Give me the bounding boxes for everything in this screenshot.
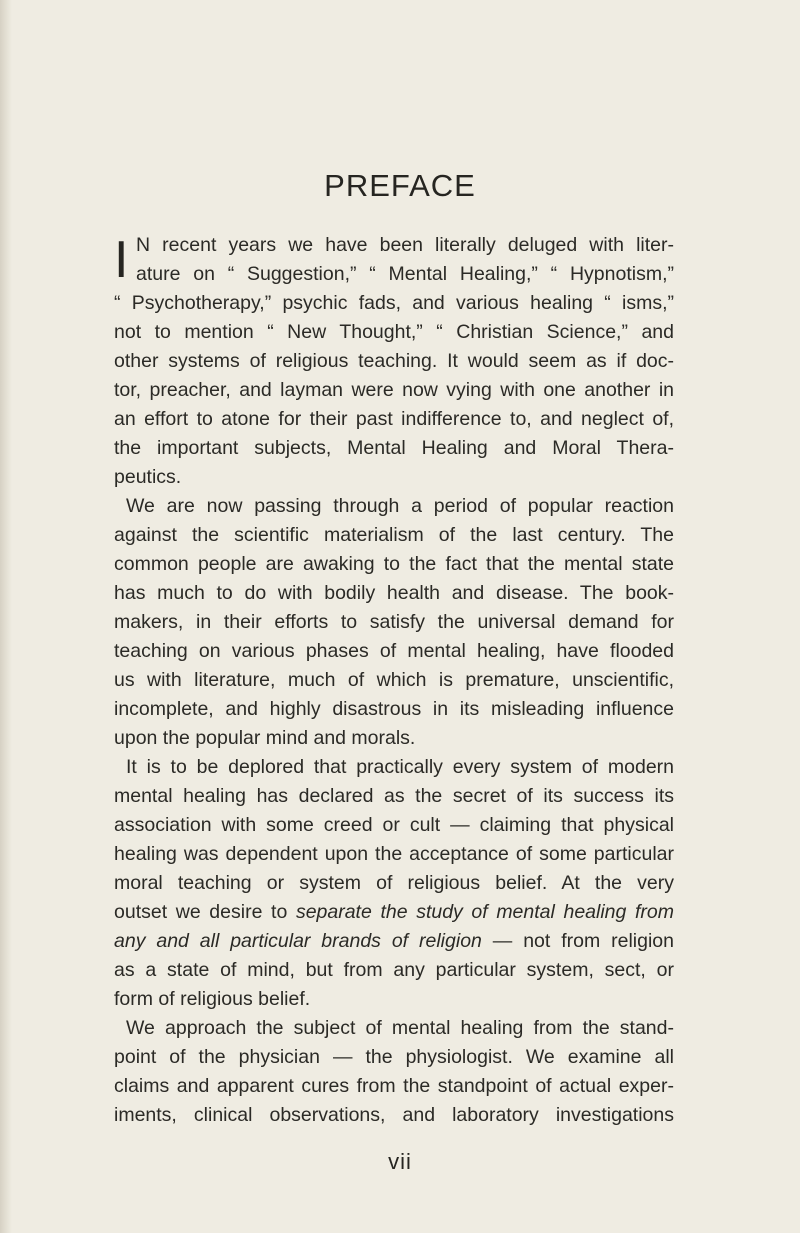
text-line: makers, in their efforts to satisfy the universal demand for xyxy=(114,611,674,633)
paragraph-3 xyxy=(114,753,674,1014)
text-line: “ Psychotherapy,” psychic fads, and various healing “ isms,” xyxy=(114,292,674,314)
text-line: point of the physician — the physiologist. We examine all xyxy=(114,1046,674,1068)
text-line: We are now passing through a period of popular reaction xyxy=(126,495,674,517)
text-line: form of religious belief. xyxy=(114,988,311,1010)
text-line: We approach the subject of mental healing from the stand- xyxy=(126,1017,674,1039)
text-line: iments, clinical observations, and laboratory investigations xyxy=(114,1104,674,1126)
emphasis-run: separate the study of mental healing from xyxy=(295,901,674,923)
text-run: outset we desire to xyxy=(114,901,296,923)
page-number: vii xyxy=(388,1149,412,1174)
paragraph-4 xyxy=(114,1014,674,1130)
text-line: us with literature, much of which is premature, unscientific, xyxy=(114,669,674,691)
text-line: It is to be deplored that practically every system of modern xyxy=(126,756,674,778)
page-title: PREFACE xyxy=(324,168,476,203)
text-line: common people are awaking to the fact that the mental state xyxy=(114,553,674,575)
text-line: ature on “ Suggestion,” “ Mental Healing,” “ Hypnotism,” xyxy=(136,263,674,285)
text-line-mixed xyxy=(114,898,674,927)
text-line: N recent years we have been literally deluged with liter- xyxy=(136,234,674,256)
text-line: healing was dependent upon the acceptance of some particular xyxy=(114,843,674,865)
text-line: an effort to atone for their past indifference to, and neglect of, xyxy=(114,408,674,430)
text-run: — not from religion xyxy=(481,930,674,952)
dropcap-container xyxy=(114,231,674,289)
emphasis-run: any and all particular brands of religion xyxy=(114,930,482,952)
text-line: claims and apparent cures from the standpoint of actual exper- xyxy=(114,1075,674,1097)
drop-cap-letter: I xyxy=(114,231,129,289)
text-line: as a state of mind, but from any particular system, sect, or xyxy=(114,959,674,981)
text-line: other systems of religious teaching. It would seem as if doc- xyxy=(114,350,674,372)
paragraph-2 xyxy=(114,492,674,753)
paragraph-1 xyxy=(114,231,674,492)
preface-body xyxy=(114,231,674,1130)
text-line: tor, preacher, and layman were now vying with one another in xyxy=(114,379,674,401)
text-line: has much to do with bodily health and disease. The book- xyxy=(114,582,674,604)
text-line: against the scientific materialism of the last century. The xyxy=(114,524,674,546)
text-line: incomplete, and highly disastrous in its misleading influence xyxy=(114,698,674,720)
text-line: mental healing has declared as the secret of its success its xyxy=(114,785,674,807)
text-line: upon the popular mind and morals. xyxy=(114,727,416,749)
text-line-mixed xyxy=(114,927,674,956)
text-line: not to mention “ New Thought,” “ Christian Science,” and xyxy=(114,321,674,343)
text-line: peutics. xyxy=(114,466,182,488)
text-line: the important subjects, Mental Healing and Moral Thera- xyxy=(114,437,674,459)
text-line: association with some creed or cult — claiming that physical xyxy=(114,814,674,836)
text-line: teaching on various phases of mental healing, have flooded xyxy=(114,640,674,662)
text-line: moral teaching or system of religious belief. At the very xyxy=(114,872,674,894)
